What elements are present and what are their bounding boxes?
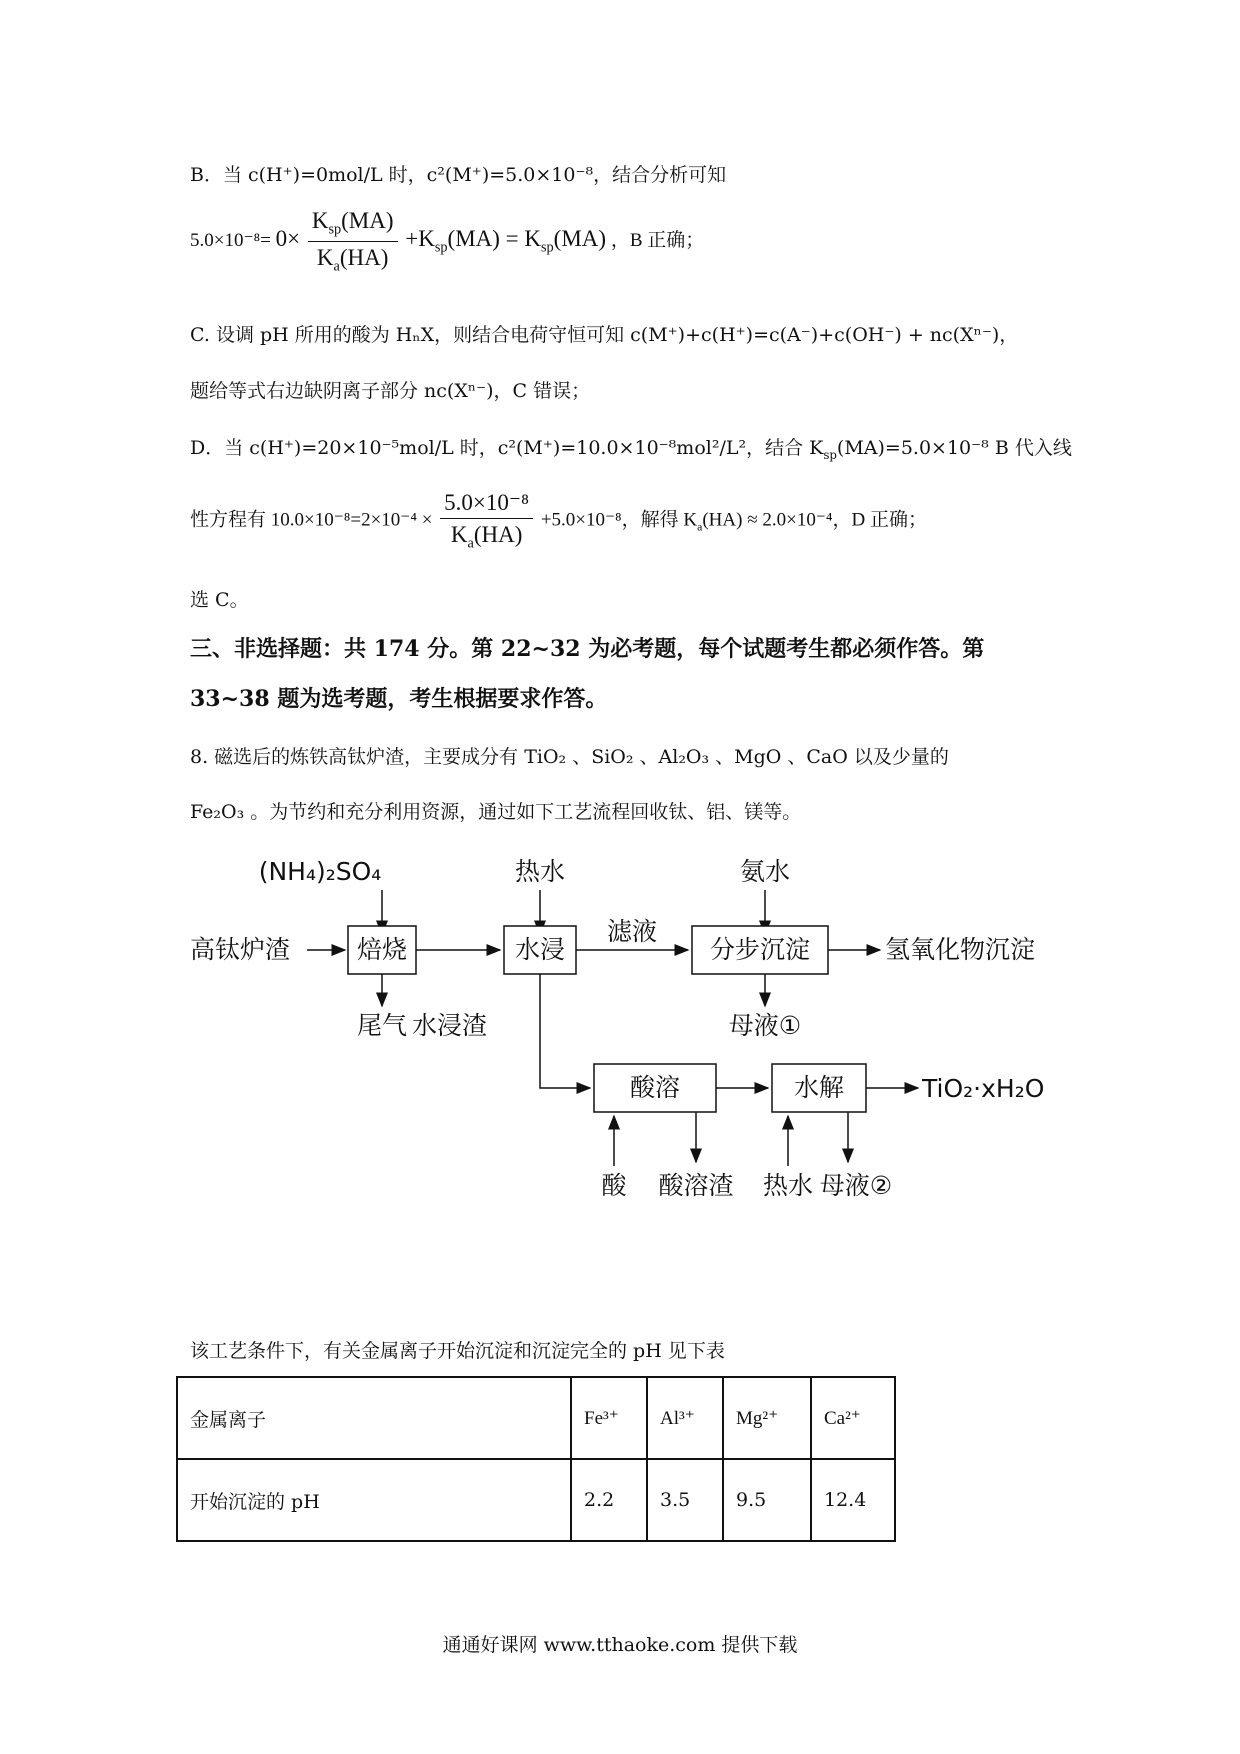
option-b-verdict: ，B 正确； [610,229,705,251]
subscript: sp [328,221,342,238]
subscript: sp [541,239,554,256]
equation-term: (MA) = K [447,225,541,251]
table-header-row [177,1377,895,1459]
table-row [177,1459,895,1541]
fraction-denominator: K [316,244,334,270]
label-water-leach-residue: 水浸渣 [412,1011,488,1040]
table-header-cell: Al³⁺ [647,1377,723,1459]
step-water-leach: 水浸 [514,935,566,964]
label-filtrate: 滤液 [606,917,658,946]
reagent-ammonia-water: 氨水 [739,857,791,886]
option-d-equation [190,490,927,553]
page-footer: 通通好课网 www.tthaoke.com 提供下载 [442,1634,798,1656]
option-c-line1: C. 设调 pH 所用的酸为 HₙX，则结合电荷守恒可知 c(M⁺)+c(H⁺)=c(A⁻)+c(OH⁻) + nc(Xⁿ⁻)， [190,324,1019,346]
option-d-line1 [190,433,1072,462]
step-acid-dissolve: 酸溶 [629,1073,681,1102]
answer-line: 选 C。 [190,589,249,611]
reagent-acid: 酸 [601,1171,627,1200]
fraction-numerator-tail: (MA) [341,208,394,233]
table-cell: 2.2 [571,1459,647,1541]
table-cell: 开始沉淀的 pH [177,1459,571,1541]
output-mother-liquor-1: 母液① [728,1011,802,1040]
option-b-equation: 5.0×10⁻⁸= 0× $\frac{K_{sp}(MA)}{K_a(HA)}$ $+K_{sp}(MA) = K_{sp}(MA)$ ，B 正确； [190,208,705,275]
subscript: a [697,520,703,534]
process-flow-diagram [180,848,1100,1228]
table-header-cell: Mg²⁺ [723,1377,811,1459]
equation-lhs: 性方程有 10.0×10⁻⁸=2×10⁻⁴ × [190,509,433,531]
subscript: a [333,258,340,275]
subscript: a [467,535,474,552]
option-d-verdict: (HA) ≈ 2.0×10⁻⁴，D 正确； [702,509,927,531]
table-header-cell: Fe³⁺ [571,1377,647,1459]
step-hydrolysis: 水解 [793,1073,845,1102]
subscript: sp [823,447,837,462]
table-cell: 12.4 [811,1459,895,1541]
question-8-line2: Fe₂O₃ 。为节约和充分利用资源，通过如下工艺流程回收钛、铝、镁等。 [190,801,802,823]
step-fractional-precipitation: 分步沉淀 [709,935,811,964]
table-intro: 该工艺条件下，有关金属离子开始沉淀和沉淀完全的 pH 见下表 [190,1340,725,1362]
reagent-ammonium-sulfate: (NH₄)₂SO₄ [258,857,382,886]
option-c-line2: 题给等式右边缺阴离子部分 nc(Xⁿ⁻)，C 错误； [190,380,591,402]
option-d-text: (MA)=5.0×10⁻⁸ B 代入线 [836,437,1072,459]
equation-term: +5.0×10⁻⁸，解得 K [540,509,698,531]
input-high-ti-slag: 高钛炉渣 [190,935,291,964]
reagent-hot-water-2: 热水 [762,1171,814,1200]
equation-term: (MA) [553,225,607,251]
question-8-line1: 8. 磁选后的炼铁高钛炉渣，主要成分有 TiO₂ 、SiO₂ 、Al₂O₃ 、MgO 、CaO 以及少量的 [190,746,949,768]
section-heading-line2: 33~38 题为选考题，考生根据要求作答。 [190,686,608,712]
option-d-text: D．当 c(H⁺)=20×10⁻⁵mol/L 时，c²(M⁺)=10.0×10⁻⁸mol²/L²，结合 K [190,437,824,459]
table-cell: 3.5 [647,1459,723,1541]
equation-lhs: 5.0×10⁻⁸= [190,229,271,251]
fraction-denominator: K [450,522,468,547]
product-hydroxide-precipitate: 氢氧化物沉淀 [885,935,1036,964]
step-roasting: 焙烧 [356,935,408,964]
table-header-cell: Ca²⁺ [811,1377,895,1459]
fraction-denominator-tail: (HA) [339,244,389,270]
equation-term: +K [405,225,435,251]
table-cell: 9.5 [723,1459,811,1541]
subscript: sp [434,239,448,256]
output-mother-liquor-2: 母液② [819,1171,893,1200]
fraction [308,208,398,275]
ph-table [176,1376,896,1542]
output-acid-residue: 酸溶渣 [658,1171,734,1200]
product-hydrated-tio2: TiO₂·xH₂O [922,1074,1045,1103]
reagent-hot-water-1: 热水 [514,857,566,886]
arrow [540,974,590,1088]
fraction-denominator-tail: (HA) [473,522,523,547]
option-b-intro: B．当 c(H⁺)=0mol/L 时，c²(M⁺)=5.0×10⁻⁸，结合分析可知 [190,164,727,186]
table-header-cell: 金属离子 [177,1377,571,1459]
fraction-numerator: 5.0×10⁻⁸ [440,490,533,519]
fraction [440,490,533,553]
section-heading-line1: 三、非选择题：共 174 分。第 22~32 为必考题，每个试题考生都必须作答。第 [190,636,985,662]
fraction-numerator: K [311,208,329,233]
output-exhaust-gas: 尾气 [356,1011,408,1040]
